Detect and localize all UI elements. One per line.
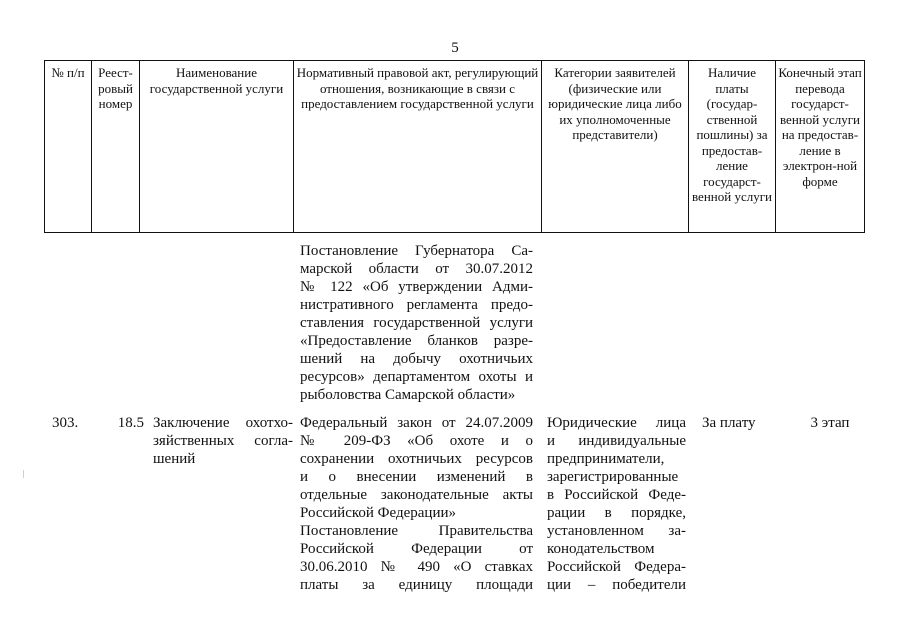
services-table-header: [44, 60, 865, 233]
text-line: рыболовства Самарской области»: [300, 387, 516, 403]
header-applicant-categories: Категории заявителей (физические или юридические лица либо их уполномоченные представители): [542, 61, 689, 233]
text-line: № 209-ФЗ «Об охоте и о: [300, 433, 533, 449]
row-303-service-name: [153, 414, 293, 468]
text-line: рации в порядке,: [547, 505, 686, 521]
scan-margin-mark: [23, 470, 24, 478]
text-line: Постановление Правительства: [300, 523, 533, 539]
page-number: 5: [451, 40, 459, 56]
text-line: шений: [153, 451, 196, 467]
header-fee: Наличие платы (государ-ственной пошлины) за предостав-ление государст-венной услуги: [689, 61, 776, 233]
text-line: отдельные законодательные акты: [300, 487, 533, 503]
text-line: «Предоставление бланков разре-: [300, 333, 533, 349]
continuation-legal-act: [300, 242, 533, 404]
header-num: № п/п: [45, 61, 92, 233]
text-line: Юридические лица: [547, 415, 686, 431]
text-line: зарегистрированные: [547, 469, 679, 485]
text-line: Постановление Губернатора Са-: [300, 243, 533, 259]
header-registry-number: Реест-ровый номер: [92, 61, 140, 233]
text-line: и индивидуальные: [547, 433, 686, 449]
text-line: и о внесении изменений в: [300, 469, 533, 485]
text-line: ресурсов» департаментом охоты и: [300, 369, 533, 385]
row-303-number: 303.: [52, 415, 79, 431]
text-line: нистративного регламента предо-: [300, 297, 533, 313]
row-303-fee: За плату: [702, 415, 756, 431]
text-line: зяйственных согла-: [153, 433, 293, 449]
text-line: в Российской Феде-: [547, 487, 686, 503]
text-line: Российской Федерации от: [300, 541, 533, 557]
header-final-stage: Конечный этап перевода государст-венной услуги на предостав-ление в электрон-ной форме: [776, 61, 865, 233]
header-legal-act: Нормативный правовой акт, регулирующий отношения, возникающие в связи с предоставлением государственной услуги: [294, 61, 542, 233]
text-line: шений на добычу охотничьих: [300, 351, 533, 367]
header-service-name: Наименование государственной услуги: [140, 61, 294, 233]
text-line: № 122 «Об утверждении Адми-: [300, 279, 533, 295]
text-line: Федеральный закон от 24.07.2009: [300, 415, 533, 431]
text-line: конодательством: [547, 541, 655, 557]
text-line: платы за единицу площади: [300, 577, 533, 593]
text-line: предприниматели,: [547, 451, 665, 467]
text-line: Российской Федера-: [547, 559, 686, 575]
row-303-final-stage: 3 этап: [810, 415, 850, 431]
row-303-registry: 18.5: [117, 415, 144, 431]
text-line: Заключение охотхо-: [153, 415, 293, 431]
text-line: установленном за-: [547, 523, 686, 539]
text-line: ставления государственной услуги: [300, 315, 533, 331]
row-303-legal-act: [300, 414, 533, 594]
text-line: сохранении охотничьих ресурсов: [300, 451, 533, 467]
text-line: марской области от 30.07.2012: [300, 261, 533, 277]
row-303-applicant-categories: [547, 414, 686, 594]
text-line: ции – победители: [547, 577, 686, 593]
text-line: 30.06.2010 № 490 «О ставках: [300, 559, 533, 575]
text-line: Российской Федерации»: [300, 505, 457, 521]
